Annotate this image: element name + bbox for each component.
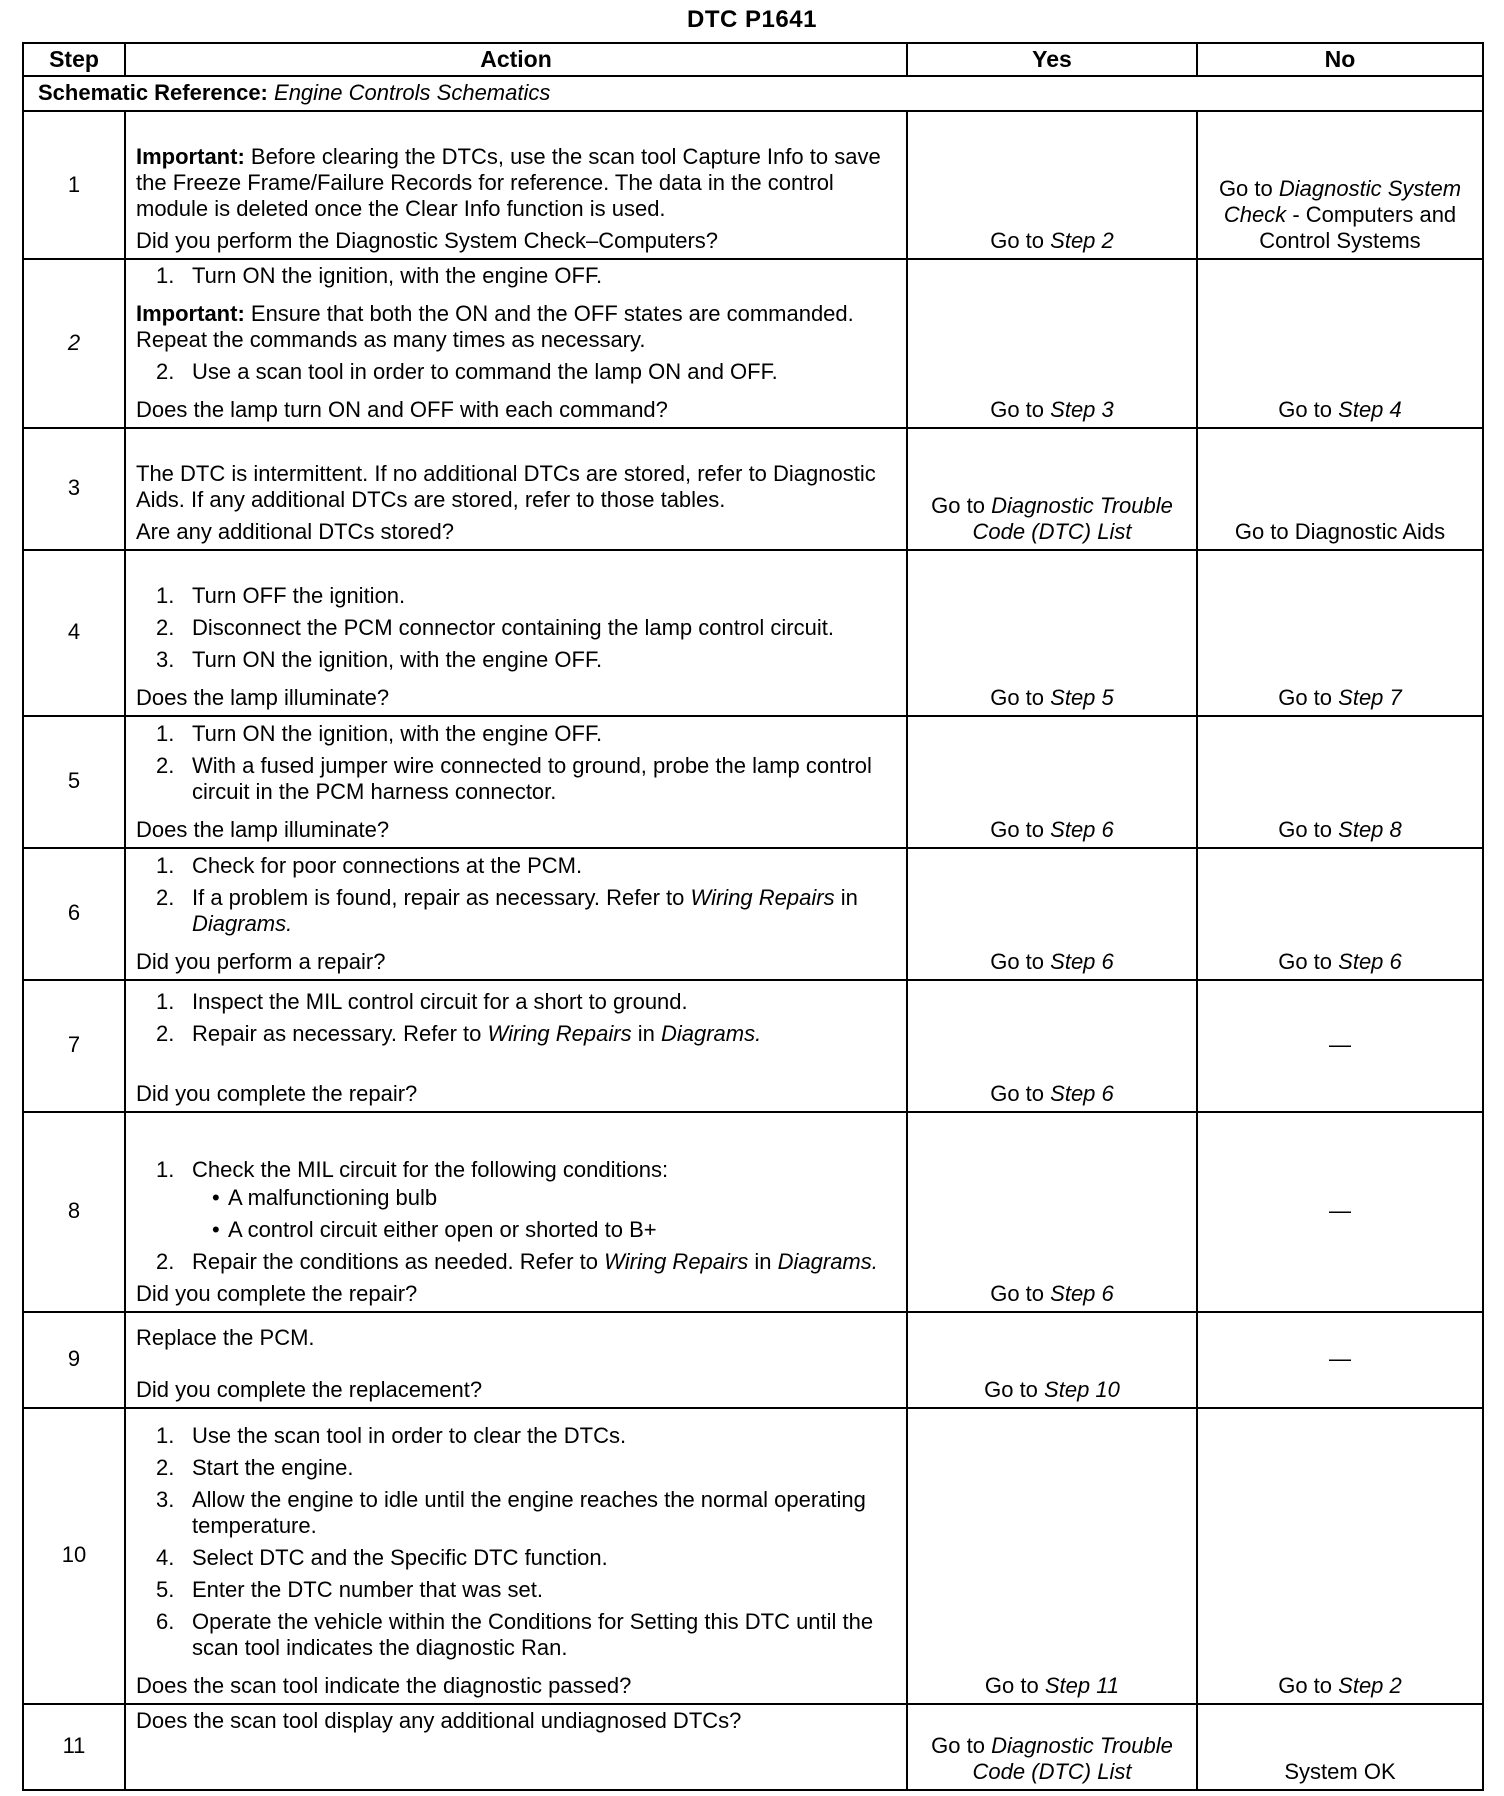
yes-prefix: Go to — [990, 228, 1045, 254]
list-item-text: Turn ON the ignition, with the engine OFF. — [192, 721, 603, 747]
list-item: 2. Start the engine. — [156, 1455, 354, 1481]
action-cell — [125, 428, 907, 550]
header-action: Action — [125, 43, 907, 76]
step-number: 4 — [23, 550, 125, 716]
list-item: 2. With a fused jumper wire connected to ground, probe the lamp control circuit in the PCM harness connector. — [156, 752, 872, 804]
list-item: 1. Check for poor connections at the PCM. — [156, 853, 583, 879]
question-text: Does the scan tool display any additional undiagnosed DTCs? — [136, 1707, 742, 1733]
yes-cell — [907, 716, 1197, 848]
yes-cell — [907, 111, 1197, 259]
list-item-text: Repair the conditions as needed. Refer to — [192, 1248, 599, 1274]
action-cell — [125, 1112, 907, 1312]
yes-link[interactable]: Step 6 — [1050, 816, 1114, 842]
list-item: 2. Disconnect the PCM connector containing the lamp control circuit. — [156, 614, 834, 640]
step-number: 11 — [23, 1704, 125, 1790]
list-item: 2. Repair the conditions as needed. Refer to Wiring Repairs in Diagrams. — [156, 1248, 878, 1274]
no-prefix: Go to — [1218, 176, 1273, 202]
question-text: Did you complete the repair? — [136, 1080, 418, 1106]
no-cell — [1197, 1112, 1483, 1312]
no-link[interactable]: Go to Diagnostic Aids — [1234, 518, 1446, 544]
yes-cell — [907, 1312, 1197, 1408]
step-number: 10 — [23, 1408, 125, 1704]
no-link[interactable]: Step 6 — [1338, 948, 1402, 974]
no-link[interactable]: Diagnostic System Check — [1223, 176, 1462, 228]
yes-prefix: Go to — [931, 1732, 985, 1758]
list-item-text: in — [637, 1020, 655, 1046]
yes-link[interactable]: Step 6 — [1050, 1280, 1114, 1306]
no-prefix: Go to — [1278, 948, 1333, 974]
yes-cell — [907, 1112, 1197, 1312]
important-text: Ensure that both the ON and the OFF states are commanded. Repeat the commands as many times as necessary. — [136, 301, 854, 352]
yes-link[interactable]: Diagnostic Trouble Code (DTC) List — [972, 492, 1173, 544]
no-cell — [1197, 1704, 1483, 1790]
list-item-text: in — [840, 884, 858, 910]
yes-prefix: Go to — [990, 396, 1045, 422]
no-link[interactable]: Step 4 — [1338, 396, 1402, 422]
step-number: 5 — [23, 716, 125, 848]
yes-prefix: Go to — [990, 1280, 1045, 1306]
list-item-text: Use the scan tool in order to clear the DTCs. — [192, 1423, 627, 1449]
question-text: Does the lamp illuminate? — [136, 816, 390, 842]
question-text: Does the lamp illuminate? — [136, 684, 390, 710]
action-cell — [125, 980, 907, 1112]
list-item: 1. Turn OFF the ignition. — [156, 583, 406, 609]
yes-cell — [907, 550, 1197, 716]
table-row — [23, 550, 1483, 716]
header-step: Step — [23, 43, 125, 76]
list-item-text: Inspect the MIL control circuit for a short to ground. — [192, 988, 688, 1014]
yes-link[interactable]: Step 10 — [1044, 1376, 1120, 1402]
yes-link[interactable]: Step 6 — [1050, 948, 1114, 974]
step-number: 1 — [23, 111, 125, 259]
page-title: DTC P1641 — [687, 6, 817, 33]
no-cell — [1197, 1408, 1483, 1704]
diagrams-link[interactable]: Diagrams. — [660, 1020, 762, 1046]
list-item-text: Turn OFF the ignition. — [192, 583, 406, 609]
no-prefix: Go to — [1278, 396, 1333, 422]
header-no: No — [1197, 43, 1483, 76]
no-dash: — — [1329, 1198, 1351, 1224]
no-link[interactable]: Step 2 — [1338, 1672, 1402, 1698]
yes-link[interactable]: Step 3 — [1050, 396, 1114, 422]
list-item: 2. Use a scan tool in order to command the lamp ON and OFF. — [156, 358, 778, 384]
no-cell — [1197, 716, 1483, 848]
table-row — [23, 428, 1483, 550]
no-suffix: - Computers and Control Systems — [1259, 202, 1457, 254]
important-label: Important: — [136, 144, 245, 170]
list-item-text: Turn ON the ignition, with the engine OFF. — [192, 646, 603, 672]
no-cell — [1197, 428, 1483, 550]
list-item-text: Operate the vehicle within the Conditions for Setting this DTC until the scan tool indicates the diagnostic Ran. — [192, 1608, 874, 1660]
header-row — [23, 43, 1483, 76]
no-dash: — — [1329, 1032, 1351, 1058]
wiring-repairs-link[interactable]: Wiring Repairs — [604, 1248, 749, 1274]
yes-prefix: Go to — [990, 1080, 1045, 1106]
action-cell — [125, 259, 907, 428]
yes-link[interactable]: Step 11 — [1044, 1672, 1120, 1698]
list-item-text: Use a scan tool in order to command the lamp ON and OFF. — [192, 358, 778, 384]
step-number: 7 — [23, 980, 125, 1112]
question-text: Does the scan tool indicate the diagnostic passed? — [136, 1672, 632, 1698]
step-number: 3 — [23, 428, 125, 550]
diagrams-link[interactable]: Diagrams. — [192, 910, 293, 936]
bullet-text: A malfunctioning bulb — [228, 1185, 438, 1211]
no-cell — [1197, 111, 1483, 259]
list-item-text: Start the engine. — [192, 1455, 354, 1481]
question-text: Did you perform a repair? — [136, 948, 386, 974]
yes-prefix: Go to — [990, 684, 1045, 710]
table-row — [23, 1408, 1483, 1704]
no-prefix: Go to — [1278, 684, 1333, 710]
table-row — [23, 980, 1483, 1112]
yes-prefix: Go to — [984, 1672, 1039, 1698]
action-text: The DTC is intermittent. If no additional DTCs are stored, refer to Diagnostic Aids. If any additional DTCs are stored, refer to those tables. — [136, 460, 876, 512]
list-item: 1. Check the MIL circuit for the following conditions: • A malfunctioning bulb • A control circuit either open or shorted to B+ — [136, 1157, 896, 1243]
important-note — [136, 144, 896, 222]
list-item: 1. Turn ON the ignition, with the engine OFF. — [156, 721, 603, 747]
table-row — [23, 259, 1483, 428]
table-row — [23, 1112, 1483, 1312]
list-item: 3. Allow the engine to idle until the engine reaches the normal operating temperature. — [156, 1487, 866, 1539]
step-number: 9 — [23, 1312, 125, 1408]
list-item-text: Check for poor connections at the PCM. — [192, 853, 583, 879]
yes-prefix: Go to — [990, 948, 1045, 974]
yes-cell — [907, 259, 1197, 428]
table-row — [23, 848, 1483, 980]
action-cell — [125, 716, 907, 848]
yes-cell — [907, 1408, 1197, 1704]
yes-link[interactable]: Step 2 — [1050, 228, 1114, 254]
no-prefix: Go to — [1278, 816, 1333, 842]
wiring-repairs-link[interactable]: Wiring Repairs — [487, 1020, 632, 1046]
bullet-item: • A control circuit either open or shorted to B+ — [212, 1216, 657, 1242]
action-cell — [125, 848, 907, 980]
action-cell — [125, 1408, 907, 1704]
list-item-text: Disconnect the PCM connector containing the lamp control circuit. — [192, 614, 834, 640]
list-item: 1. Turn ON the ignition, with the engine OFF. — [156, 263, 603, 289]
header-yes: Yes — [907, 43, 1197, 76]
table-row — [23, 1704, 1483, 1790]
schematic-row — [23, 76, 1483, 111]
no-cell — [1197, 848, 1483, 980]
action-cell — [125, 550, 907, 716]
diagnostic-table — [22, 42, 1484, 1791]
yes-link[interactable]: Step 6 — [1050, 1080, 1114, 1106]
list-item-text: With a fused jumper wire connected to ground, probe the lamp control circuit in the PCM harness connector. — [192, 752, 872, 804]
list-item: 3. Turn ON the ignition, with the engine OFF. — [156, 646, 603, 672]
list-item-text: Check the MIL circuit for the following conditions: — [192, 1157, 669, 1183]
bullet-text: A control circuit either open or shorted to B+ — [228, 1216, 657, 1242]
list-item-text: If a problem is found, repair as necessary. Refer to — [192, 884, 685, 910]
schematic-label: Schematic Reference: — [38, 80, 268, 106]
question-text: Are any additional DTCs stored? — [136, 518, 454, 544]
yes-link[interactable]: Step 5 — [1050, 684, 1114, 710]
step-number-text: 2 — [67, 329, 81, 355]
question-text: Did you complete the replacement? — [136, 1376, 483, 1402]
schematic-reference — [23, 76, 1483, 111]
table-row — [23, 716, 1483, 848]
step-number: 8 — [23, 1112, 125, 1312]
step-number — [23, 259, 125, 428]
list-item: 1. Use the scan tool in order to clear the DTCs. — [156, 1423, 627, 1449]
table-row — [23, 1312, 1483, 1408]
step-number: 6 — [23, 848, 125, 980]
list-item-text: Allow the engine to idle until the engine reaches the normal operating temperature. — [192, 1487, 866, 1539]
list-item: 2. Repair as necessary. Refer to Wiring Repairs in Diagrams. — [156, 1020, 762, 1046]
yes-prefix: Go to — [984, 1376, 1038, 1402]
yes-cell — [907, 1704, 1197, 1790]
list-item-text: Repair as necessary. Refer to — [192, 1020, 482, 1046]
action-cell — [125, 111, 907, 259]
no-dash: — — [1329, 1346, 1351, 1372]
yes-prefix: Go to — [990, 816, 1045, 842]
no-cell — [1197, 550, 1483, 716]
question-text: Does the lamp turn ON and OFF with each command? — [136, 396, 668, 422]
no-cell — [1197, 1312, 1483, 1408]
important-label: Important: — [136, 301, 245, 327]
question-text: Did you complete the repair? — [136, 1280, 418, 1306]
action-cell — [125, 1312, 907, 1408]
action-text: Replace the PCM. — [136, 1324, 315, 1350]
no-cell — [1197, 259, 1483, 428]
no-link[interactable]: Step 7 — [1338, 684, 1402, 710]
list-item: 2. If a problem is found, repair as necessary. Refer to Wiring Repairs in Diagrams. — [156, 884, 858, 936]
important-text: Before clearing the DTCs, use the scan tool Capture Info to save the Freeze Frame/Failure Records for reference. The data in the control module is deleted once the Clear Info function is used. — [136, 144, 881, 222]
list-item-text: Turn ON the ignition, with the engine OFF. — [192, 263, 603, 289]
question-text: Did you perform the Diagnostic System Check–Computers? — [136, 228, 719, 254]
wiring-repairs-link[interactable]: Wiring Repairs — [690, 884, 835, 910]
list-item: 5. Enter the DTC number that was set. — [156, 1577, 543, 1603]
yes-cell — [907, 980, 1197, 1112]
yes-prefix: Go to — [931, 492, 985, 518]
list-item-text: Select DTC and the Specific DTC function. — [192, 1545, 608, 1571]
list-item: 4. Select DTC and the Specific DTC function. — [156, 1545, 608, 1571]
list-item-text: in — [754, 1248, 772, 1274]
no-prefix: Go to — [1278, 1672, 1333, 1698]
yes-cell — [907, 428, 1197, 550]
list-item-text: Enter the DTC number that was set. — [192, 1577, 543, 1603]
list-item: 6. Operate the vehicle within the Conditions for Setting this DTC until the scan tool indicates the diagnostic Ran. — [156, 1608, 874, 1660]
action-cell — [125, 1704, 907, 1790]
yes-link[interactable]: Diagnostic Trouble Code (DTC) List — [972, 1732, 1173, 1784]
list-item: 1. Inspect the MIL control circuit for a short to ground. — [156, 988, 688, 1014]
no-link[interactable]: Step 8 — [1338, 816, 1402, 842]
no-text: System OK — [1284, 1758, 1396, 1784]
table-row — [23, 111, 1483, 259]
diagrams-link[interactable]: Diagrams. — [777, 1248, 878, 1274]
bullet-item: • A malfunctioning bulb — [212, 1185, 438, 1211]
schematic-link[interactable]: Engine Controls Schematics — [274, 80, 551, 106]
yes-cell — [907, 848, 1197, 980]
important-note — [136, 301, 896, 353]
no-cell — [1197, 980, 1483, 1112]
